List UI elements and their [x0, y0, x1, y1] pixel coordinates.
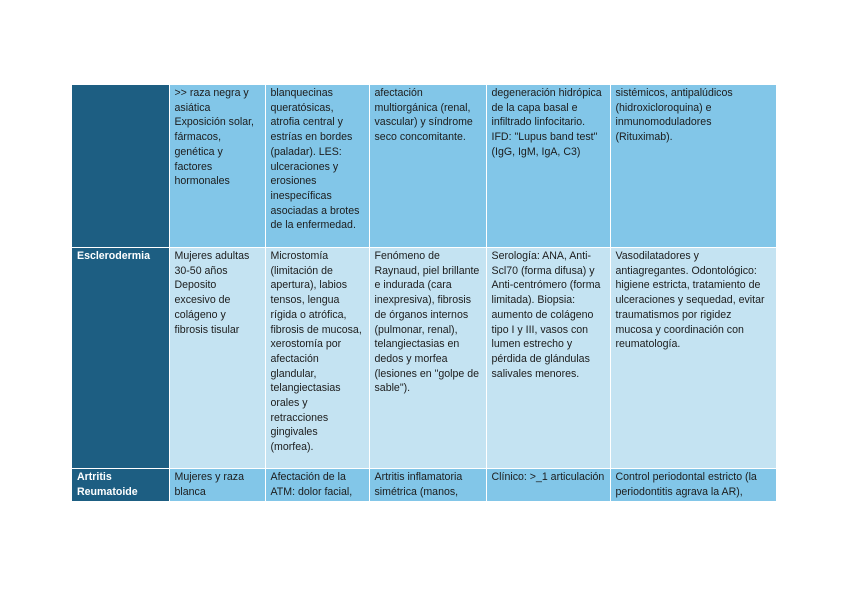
epidemiology-cell: Mujeres y raza blanca — [169, 469, 265, 502]
treatment-cell: Control periodontal estricto (la periodontitis agrava la AR), — [610, 469, 776, 502]
diagnosis-cell: Serología: ANA, Anti-Scl70 (forma difusa) y Anti-centrómero (forma limitada). Biopsia: aumento de colágeno tipo I y III, vasos con lumen estrecho y pérdida de glándulas salivales menores. — [486, 248, 610, 469]
disease-name-cell — [72, 85, 169, 248]
treatment-cell: Vasodilatadores y antiagregantes. Odontológico: higiene estricta, tratamiento de ulceraciones y sequedad, evitar traumatismos por rigidez mucosa y coordinación con reumatología. — [610, 248, 776, 469]
diagnosis-cell: degeneración hidrópica de la capa basal e infiltrado linfocitario. IFD: "Lupus band test" (IgG, IgM, IgA, C3) — [486, 85, 610, 248]
oral-manifestations-cell: blanquecinas queratósicas, atrofia central y estrías en bordes (paladar). LES: ulceraciones y erosiones inespecíficas asociadas a brotes de la enfermedad. — [265, 85, 369, 248]
table-row-esclerodermia — [72, 248, 776, 469]
disease-name-cell: Esclerodermia — [72, 248, 169, 469]
epidemiology-cell: >> raza negra y asiática Exposición solar, fármacos, genética y factores hormonales — [169, 85, 265, 248]
disease-name-cell: Artritis Reumatoide — [72, 469, 169, 502]
treatment-cell: sistémicos, antipalúdicos (hidroxicloroquina) e inmunomoduladores (Rituximab). — [610, 85, 776, 248]
diagnosis-cell: Clínico: >_1 articulación — [486, 469, 610, 502]
disease-table — [72, 85, 776, 502]
table-row-artritis-reumatoide — [72, 469, 776, 502]
table-row-lupus — [72, 85, 776, 248]
systemic-manifestations-cell: Artritis inflamatoria simétrica (manos, — [369, 469, 486, 502]
epidemiology-cell: Mujeres adultas 30-50 años Deposito excesivo de colágeno y fibrosis tisular — [169, 248, 265, 469]
systemic-manifestations-cell: Fenómeno de Raynaud, piel brillante e indurada (cara inexpresiva), fibrosis de órganos internos (pulmonar, renal), telangiectasias en dedos y morfea (lesiones en "golpe de sable"). — [369, 248, 486, 469]
oral-manifestations-cell: Microstomía (limitación de apertura), labios tensos, lengua rígida o atrófica, fibrosis de mucosa, xerostomía por afectación glandular, telangiectasias orales y retracciones gingivales (morfea). — [265, 248, 369, 469]
systemic-manifestations-cell: afectación multiorgánica (renal, vascular) y síndrome seco concomitante. — [369, 85, 486, 248]
oral-manifestations-cell: Afectación de la ATM: dolor facial, — [265, 469, 369, 502]
